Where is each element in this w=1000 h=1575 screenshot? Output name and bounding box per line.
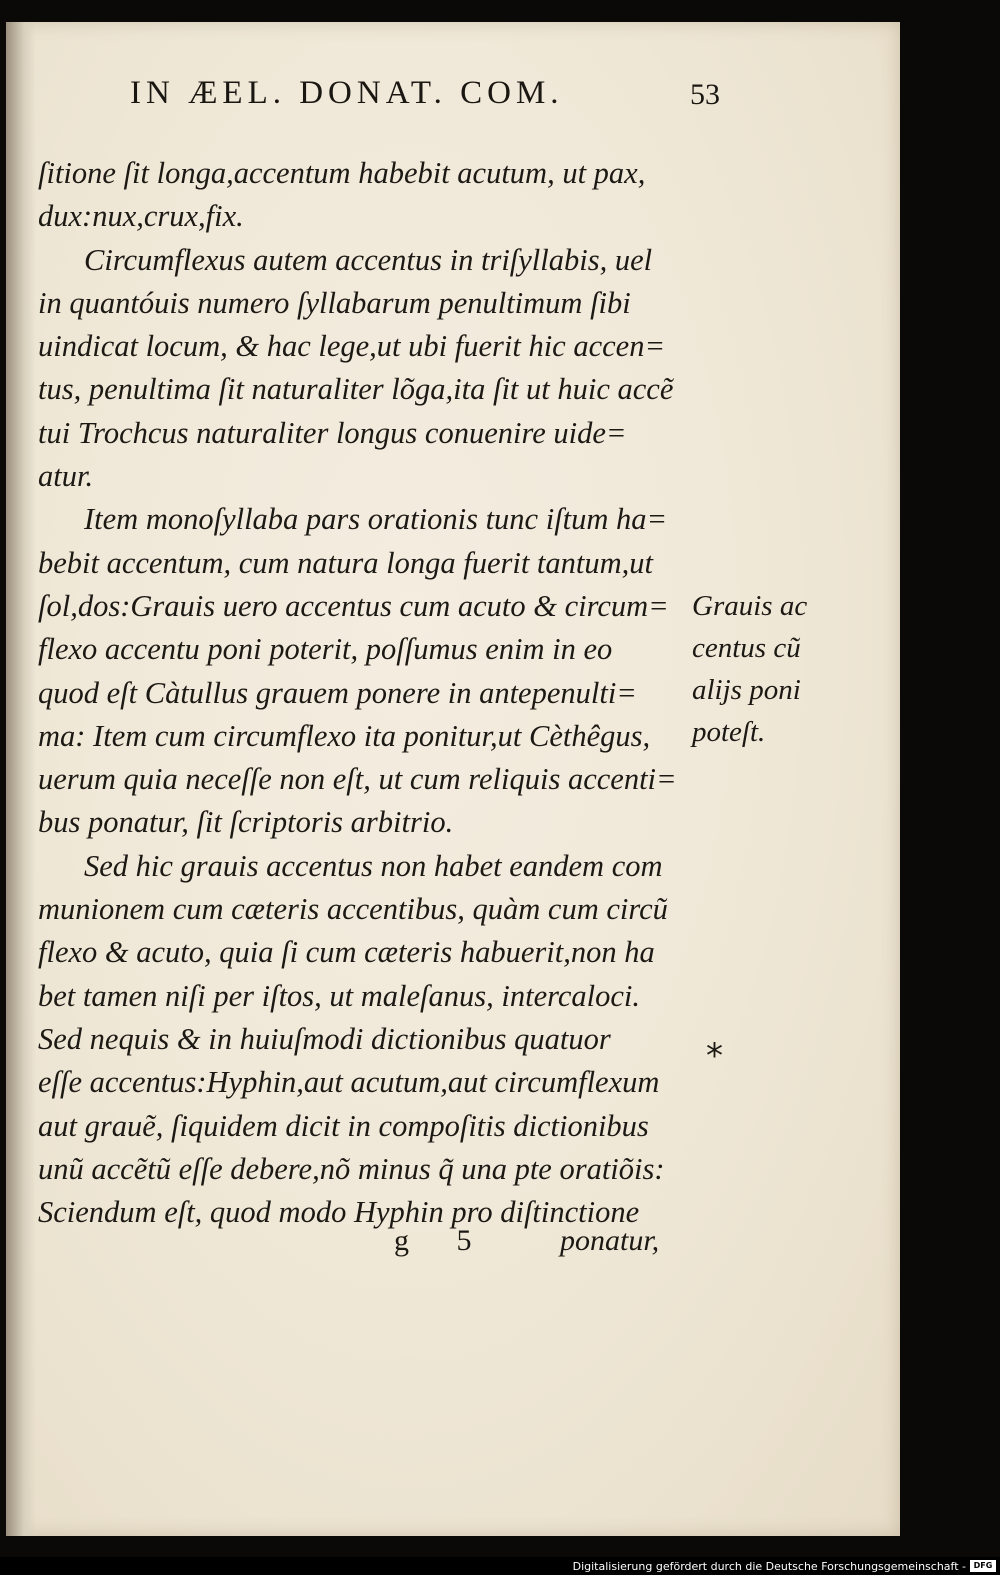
text-line: flexo accentu poni poterit, poſſumus enim in eo [38, 632, 613, 667]
text-line: munionem cum cæteris accentibus, quàm cum circũ [38, 892, 668, 927]
text-line: Sciendum eſt, quod modo Hyphin pro diſtinctione [38, 1195, 640, 1230]
funding-credit: Digitalisierung gefördert durch die Deutsche Forschungsgemeinschaft - [572, 1560, 966, 1573]
margin-note-line: centus cũ [692, 632, 801, 664]
margin-note-line: Grauis ac [692, 590, 808, 622]
text-line: Item monoſyllaba pars orationis tunc iſtum ha= [84, 502, 668, 537]
running-head: IN ÆEL. DONAT. COM. [130, 75, 564, 111]
text-line: uerum quia neceſſe non eſt, ut cum reliquis accenti= [38, 762, 677, 797]
text-line: ſol,dos:Grauis uero accentus cum acuto & circum= [38, 588, 669, 623]
main-text-block [38, 152, 688, 1234]
text-line: tui Trochcus naturaliter longus conuenire uide= [38, 415, 627, 450]
page-spine-shadow [6, 22, 36, 1536]
text-line: eſſe accentus:Hyphin,aut acutum,aut circumflexum [38, 1065, 660, 1100]
page-number: 53 [690, 78, 720, 111]
text-line: bebit accentum, cum natura longa fuerit tantum,ut [38, 545, 654, 580]
text-line: bus ponatur, ſit ſcriptoris arbitrio. [38, 805, 454, 840]
text-line: Circumflexus autem accentus in triſyllabis, uel [84, 242, 653, 277]
text-line: aut grauẽ, ſiquidem dicit in compoſitis dictionibus [38, 1108, 649, 1143]
text-line: atur. [38, 459, 94, 494]
text-line: dux:nux,crux,fix. [38, 199, 244, 234]
asterisk-mark: * [706, 1036, 723, 1076]
signature-mark: g 5 [394, 1224, 492, 1257]
text-line: bet tamen niſi per iſtos, ut maleſanus, intercaloci. [38, 978, 641, 1013]
text-line: in quantóuis numero ſyllabarum penultimum ſibi [38, 285, 631, 320]
text-line: uindicat locum, & hac lege,ut ubi fuerit hic accen= [38, 329, 666, 364]
margin-note-line: alijs poni [692, 674, 801, 706]
text-line: ma: Item cum circumflexo ita ponitur,ut Cèthêgus, [38, 718, 651, 753]
margin-note [692, 585, 842, 753]
text-line: tus, penultima ſit naturaliter lõga,ita ſit ut huic accẽ [38, 372, 674, 407]
text-line: ſitione ſit longa,accentum habebit acutum, ut pax, [38, 156, 646, 190]
text-line: Sed hic grauis accentus non habet eandem com [84, 848, 663, 883]
text-line: Sed nequis & in huiuſmodi dictionibus quatuor [38, 1021, 611, 1056]
text-line: flexo & acuto, quia ſi cum cæteris habuerit,non ha [38, 935, 655, 970]
text-line: quod eſt Càtullus grauem ponere in antepenulti= [38, 675, 637, 710]
margin-note-line: poteſt. [692, 716, 766, 748]
dfg-logo: DFG [970, 1560, 996, 1572]
text-line: unũ accẽtũ eſſe debere,nõ minus q̃ una pte oratiõis: [38, 1151, 665, 1186]
catchword: ponatur, [560, 1224, 660, 1257]
